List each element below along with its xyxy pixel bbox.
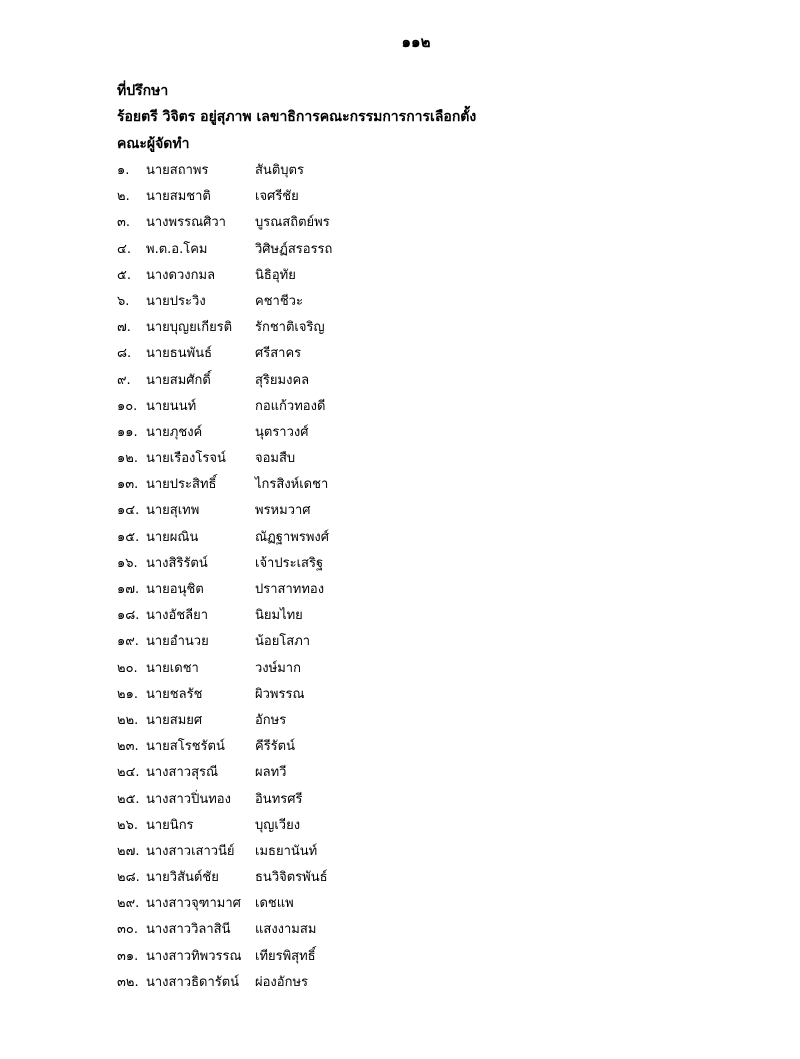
member-last-name: วิศิษฏ์สรอรรถ xyxy=(255,241,333,257)
page-number: ๑๑๒ xyxy=(401,33,431,51)
member-last-name: บูรณสถิตย์พร xyxy=(255,215,330,231)
member-first-name: นายสุเทพ xyxy=(146,503,200,519)
member-last-name: สุริยมงคล xyxy=(255,372,310,388)
member-last-name: เดชแพ xyxy=(255,896,294,912)
member-first-name: นางพรรณศิวา xyxy=(146,215,226,231)
member-number: ๖. xyxy=(117,293,130,309)
member-first-name: นายวิสันต์ชัย xyxy=(146,870,219,886)
member-number: ๘. xyxy=(117,346,132,362)
list-item xyxy=(117,734,517,760)
member-first-name: นางสาวสุรณี xyxy=(146,765,219,781)
list-item xyxy=(117,865,517,891)
member-last-name: อักษร xyxy=(255,712,287,728)
list-item xyxy=(117,341,517,367)
member-first-name: พ.ต.อ.โคม xyxy=(146,241,208,257)
list-item xyxy=(117,158,517,184)
member-first-name: นายอำนวย xyxy=(146,634,209,650)
member-number: ๑๓. xyxy=(117,477,139,493)
member-number: ๒๑. xyxy=(117,686,138,702)
member-last-name: จอมสืบ xyxy=(255,451,296,467)
member-first-name: นางอัชลียา xyxy=(146,608,209,624)
member-number: ๑๖. xyxy=(117,555,138,571)
member-number: ๔. xyxy=(117,241,131,257)
list-item xyxy=(117,551,517,577)
member-first-name: นายสมชาติ xyxy=(146,189,211,205)
member-number: ๒๙. xyxy=(117,896,140,912)
member-last-name: วงษ์มาก xyxy=(255,660,301,676)
member-number: ๗. xyxy=(117,320,131,336)
member-last-name: พรหมวาศ xyxy=(255,503,311,519)
list-item xyxy=(117,839,517,865)
list-item xyxy=(117,760,517,786)
list-item xyxy=(117,315,517,341)
member-last-name: แสงงามสม xyxy=(255,922,317,938)
member-last-name: ผิวพรรณ xyxy=(255,686,305,702)
member-number: ๑๘. xyxy=(117,608,140,624)
member-number: ๒๓. xyxy=(117,739,139,755)
member-first-name: นายสมยศ xyxy=(146,712,203,728)
list-item xyxy=(117,184,517,210)
member-first-name: นายผณิน xyxy=(146,529,199,545)
list-item xyxy=(117,237,517,263)
list-item xyxy=(117,917,517,943)
member-number: ๒๗. xyxy=(117,843,140,859)
member-last-name: ปราสาททอง xyxy=(255,582,325,597)
member-first-name: นางสาวจุฑามาศ xyxy=(146,896,241,912)
list-item xyxy=(117,682,517,708)
member-number: ๑๐. xyxy=(117,398,138,414)
member-last-name: เมธยานันท์ xyxy=(255,843,318,859)
list-item xyxy=(117,813,517,839)
member-number: ๑. xyxy=(117,163,130,178)
list-item xyxy=(117,629,517,655)
list-item xyxy=(117,708,517,734)
member-first-name: นายนนท์ xyxy=(146,398,197,414)
member-last-name: อินทรศรี xyxy=(255,791,303,807)
member-first-name: นายชลรัช xyxy=(146,686,203,702)
member-first-name: นางดวงกมล xyxy=(146,267,216,283)
list-item xyxy=(117,289,517,315)
member-number: ๓๑. xyxy=(117,948,139,964)
member-number: ๑๗. xyxy=(117,582,140,597)
list-item xyxy=(117,498,517,524)
member-first-name: นางสาวปิ่นทอง xyxy=(146,791,231,807)
member-first-name: นายสมศักดิ์ xyxy=(146,372,211,388)
member-last-name: สันติบุตร xyxy=(255,163,304,178)
member-number: ๙. xyxy=(117,372,131,388)
member-last-name: กอแก้วทองดี xyxy=(255,398,326,414)
member-last-name: เทียรพิสุทธิ์ xyxy=(255,948,316,964)
member-first-name: นางสาววิลาสินี xyxy=(146,922,231,938)
member-number: ๕. xyxy=(117,267,131,283)
advisor-name: ร้อยตรี วิจิตร อยู่สุภาพ เลขาธิการคณะกรรมการการเลือกตั้ง xyxy=(117,109,477,125)
member-last-name: เจ้าประเสริฐ xyxy=(255,555,324,571)
list-item xyxy=(117,970,517,996)
member-first-name: นางสาวเสาวนีย์ xyxy=(146,843,235,859)
member-first-name: นายบุญยเกียรติ xyxy=(146,320,233,336)
list-item xyxy=(117,420,517,446)
member-last-name: นุตราวงศ์ xyxy=(255,424,309,440)
member-last-name: บุญเวียง xyxy=(255,817,301,833)
member-last-name: คชาชีวะ xyxy=(255,293,303,309)
member-last-name: ธนวิจิตรพันธ์ xyxy=(255,870,328,886)
member-last-name: คีรีรัตน์ xyxy=(255,739,295,755)
member-number: ๒๔. xyxy=(117,765,140,781)
member-first-name: นายอนุชิต xyxy=(146,582,204,597)
member-last-name: ณัฏฐาพรพงศ์ xyxy=(255,529,329,545)
list-item xyxy=(117,446,517,472)
member-first-name: นายประวิง xyxy=(146,293,206,309)
member-last-name: ศรีสาคร xyxy=(255,346,302,362)
member-last-name: น้อยโสภา xyxy=(255,634,311,650)
member-number: ๓. xyxy=(117,215,131,231)
list-item xyxy=(117,787,517,813)
member-number: ๑๑. xyxy=(117,424,138,440)
list-item xyxy=(117,368,517,394)
member-first-name: นายธนพันธ์ xyxy=(146,346,213,362)
member-number: ๓๐. xyxy=(117,922,138,938)
member-first-name: นายเดชา xyxy=(146,660,199,676)
member-last-name: ไกรสิงห์เดชา xyxy=(255,477,329,493)
member-first-name: นายสถาพร xyxy=(146,163,209,178)
member-first-name: นายประสิทธิ์ xyxy=(146,477,217,493)
member-last-name: เจศรีชัย xyxy=(255,189,299,205)
list-item xyxy=(117,577,517,603)
member-number: ๒๕. xyxy=(117,791,140,807)
member-last-name: รักชาติเจริญ xyxy=(255,320,325,336)
member-last-name: ผ่องอักษร xyxy=(255,974,309,990)
member-first-name: นางสาวทิพวรรณ xyxy=(146,948,242,964)
member-number: ๒. xyxy=(117,189,130,205)
member-number: ๑๒. xyxy=(117,451,138,467)
member-first-name: นายภุชงค์ xyxy=(146,424,203,440)
member-first-name: นายสโรชรัตน์ xyxy=(146,739,225,755)
member-number: ๑๔. xyxy=(117,503,140,519)
member-first-name: นายเรืองโรจน์ xyxy=(146,451,226,467)
member-first-name: นางสาวธิดารัตน์ xyxy=(146,974,240,990)
list-item xyxy=(117,525,517,551)
member-number: ๒๖. xyxy=(117,817,138,833)
list-item xyxy=(117,263,517,289)
member-number: ๓๒. xyxy=(117,974,139,990)
list-item xyxy=(117,394,517,420)
member-number: ๑๙. xyxy=(117,634,139,650)
advisor-heading: ที่ปรึกษา xyxy=(117,83,169,99)
list-item xyxy=(117,656,517,682)
member-number: ๒๒. xyxy=(117,712,139,728)
list-item xyxy=(117,472,517,498)
member-number: ๒๐. xyxy=(117,660,138,676)
committee-member-list xyxy=(117,158,517,996)
member-last-name: นิธิอุทัย xyxy=(255,267,296,283)
committee-heading: คณะผู้จัดทำ xyxy=(117,136,190,152)
member-last-name: ผลทวี xyxy=(255,765,287,781)
list-item xyxy=(117,210,517,236)
member-first-name: นายนิกร xyxy=(146,817,194,833)
member-first-name: นางสิริรัตน์ xyxy=(146,555,208,571)
member-last-name: นิยมไทย xyxy=(255,608,303,624)
list-item xyxy=(117,891,517,917)
member-number: ๒๘. xyxy=(117,870,140,886)
list-item xyxy=(117,603,517,629)
member-number: ๑๕. xyxy=(117,529,140,545)
list-item xyxy=(117,944,517,970)
